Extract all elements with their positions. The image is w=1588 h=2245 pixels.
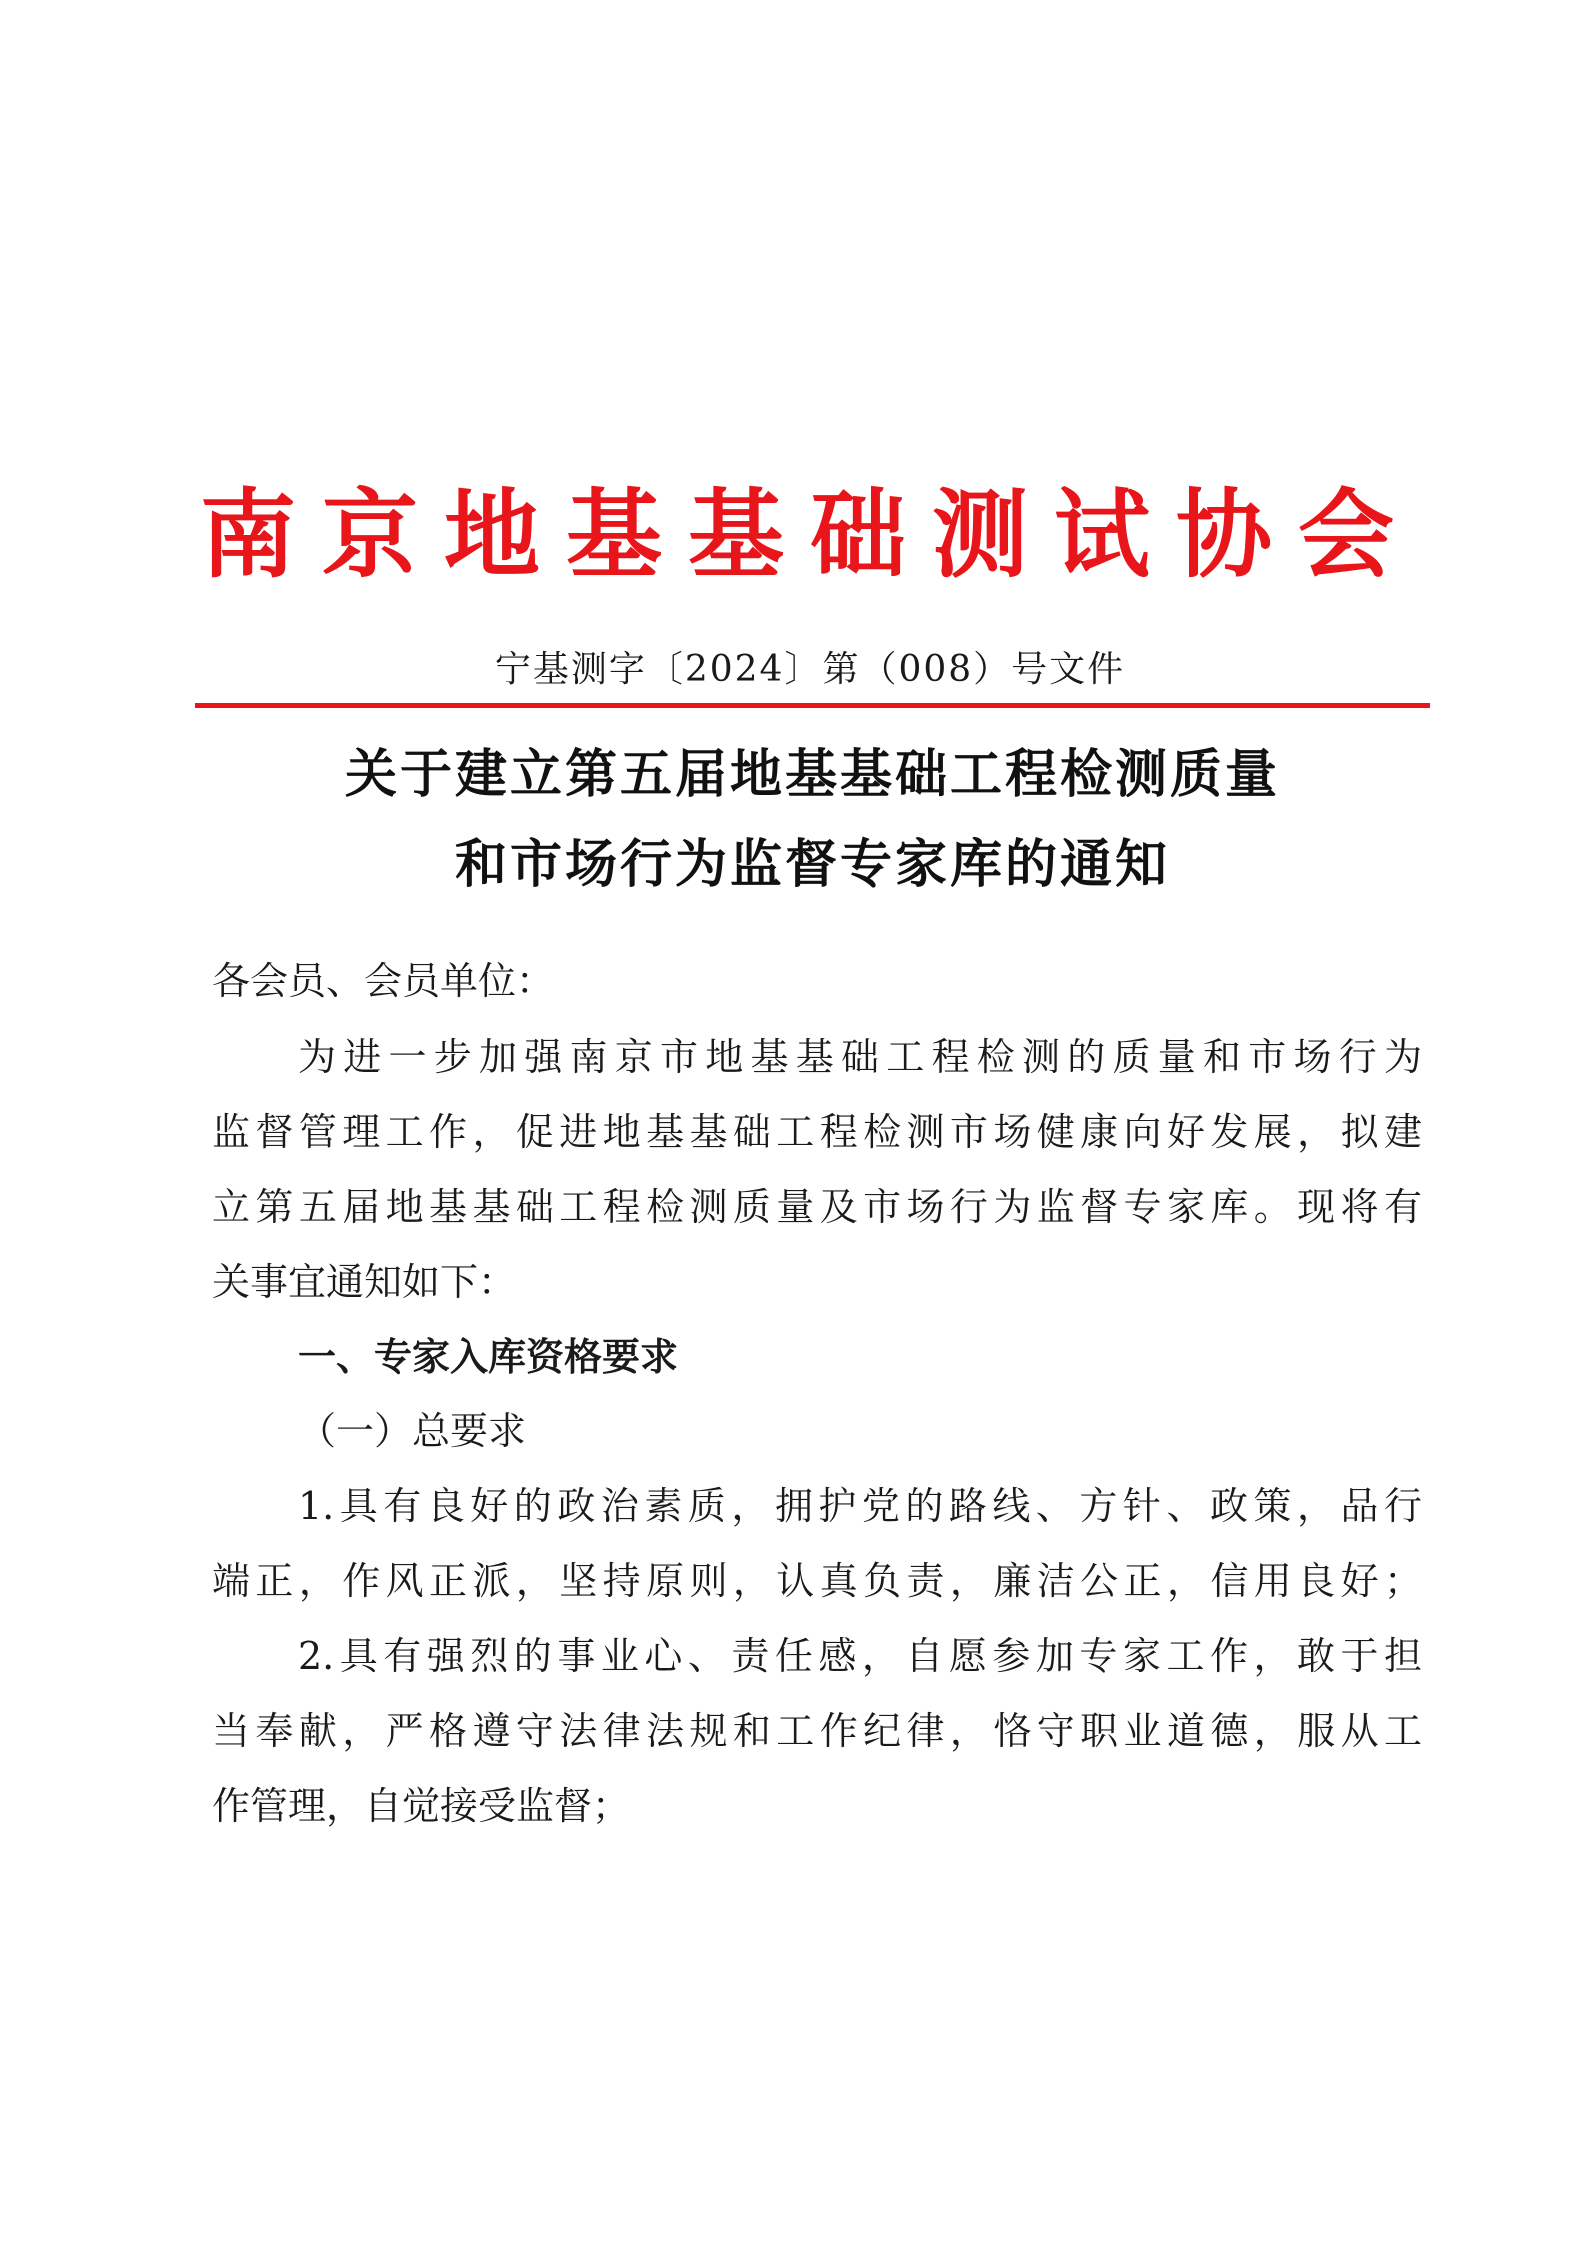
- salutation: 各会员、会员单位：: [212, 959, 555, 1003]
- intro-line-1: 为进一步加强南京市地基基础工程检测的质量和市场行为: [298, 1035, 1422, 1079]
- item-2-line-2: 当奉献，严格遵守法律法规和工作纪律，恪守职业道德，服从工: [212, 1709, 1422, 1753]
- subsection-1-heading: （一）总要求: [298, 1409, 527, 1453]
- red-divider-line: [195, 703, 1430, 708]
- intro-line-2: 监督管理工作，促进地基基础工程检测市场健康向好发展，拟建: [212, 1110, 1422, 1154]
- document-title-line-1: 关于建立第五届地基基础工程检测质量: [344, 745, 1280, 805]
- document-title-line-2: 和市场行为监督专家库的通知: [454, 835, 1170, 895]
- item-2-line-1: 2.具有强烈的事业心、责任感，自愿参加专家工作，敢于担: [298, 1634, 1422, 1678]
- item-2-line-3: 作管理，自觉接受监督；: [212, 1784, 631, 1828]
- item-1-line-2: 端正，作风正派，坚持原则，认真负责，廉洁公正，信用良好；: [212, 1559, 1422, 1603]
- section-1-heading: 一、专家入库资格要求: [298, 1335, 679, 1379]
- intro-line-4: 关事宜通知如下：: [212, 1260, 517, 1304]
- organization-name: 南京地基基础测试协会: [200, 479, 1420, 591]
- document-number: 宁基测字〔2024〕第（008）号文件: [494, 649, 1126, 690]
- item-1-line-1: 1.具有良好的政治素质，拥护党的路线、方针、政策，品行: [298, 1484, 1422, 1528]
- intro-line-3: 立第五届地基基础工程检测质量及市场行为监督专家库。现将有: [212, 1185, 1422, 1229]
